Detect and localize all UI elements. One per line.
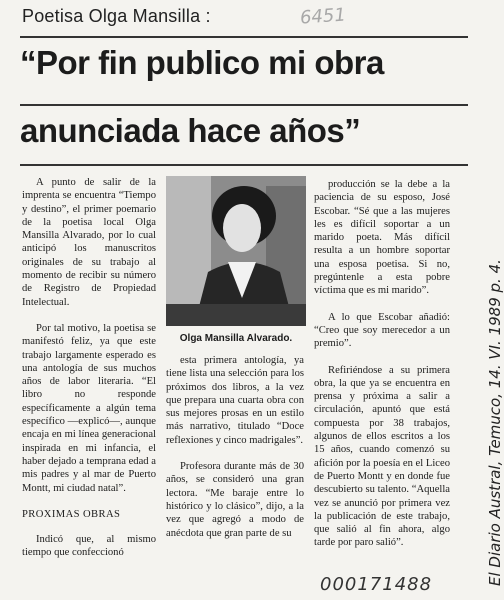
photo-caption: Olga Mansilla Alvarado. <box>179 333 293 344</box>
top-rule <box>20 36 468 38</box>
headline-line-2: anunciada hace años” <box>20 112 361 149</box>
portrait-photo <box>166 176 306 326</box>
handwritten-source-note <box>472 110 504 600</box>
article-column-1 <box>22 176 156 573</box>
paragraph: A punto de salir de la imprenta se encuentra “Tiempo y destino”, el primer poemario de la poetisa local Olga Mansilla Alvarado, por lo cual anticipó los manuscritos originales de su trabajo al momento de recibir su número de Registro de Propiedad Intelectual. <box>22 177 156 308</box>
portrait-image <box>166 176 306 326</box>
subheading: PROXIMAS OBRAS <box>22 508 121 520</box>
paragraph: producción se la debe a la paciencia de su esposo, José Escobar. “Sé que a las mujeres les es difícil soportar a un marido poeta. Más difícil resulta a un hombre soportar una esposa poetisa. Si no, pregúntenle a esta pobre víctima que es mi marido”. <box>314 179 450 297</box>
source-note-text: El Diario Austral, Temuco, 14. VI. 1989 p. 4. <box>486 259 504 586</box>
kicker: Poetisa Olga Mansilla : <box>22 6 211 26</box>
paragraph: Por tal motivo, la poetisa se manifestó feliz, ya que este trabajo largamente esperado es una antología de sus muchos años de labor literaria. “El libro no responde específicamente a algún tema específico —explicó—, aunque encaja en mi línea generacional inspirada en mi infancia, el haber dejado a temprana edad a mis padres y al mar de Puerto Montt, mi ciudad natal”. <box>22 322 156 494</box>
bottom-rule <box>20 164 468 166</box>
paragraph: Indicó que, al mismo tiempo que confeccionó <box>22 534 156 559</box>
middle-rule <box>20 104 468 106</box>
handwritten-catalog-number: 000171488 <box>320 574 433 595</box>
paragraph: esta primera antología, ya tiene lista una selección para los próximos dos libros, a la vez que prepara una cuarta obra con sus mejores prosas en un estilo más narrativo, titulado “Doce reflexiones y cinco madrigales”. <box>166 355 304 446</box>
paragraph: Profesora durante más de 30 años, se consideró una gran lectora. “Me baraje entre lo histórico y lo clásico”, dijo, a la vez que agregó a modo de anécdota que gran parte de su <box>166 461 304 539</box>
headline-line-1: “Por fin publico mi obra <box>20 44 384 81</box>
handwritten-archive-number: 6451 <box>299 4 347 29</box>
paragraph: Refiriéndose a su primera obra, la que ya se encuentra en prensa y próxima a salir a circulación, apuntó que está compuesta por 38 trabajos, algunos de ellos escritos a los 15 años, cuando comenzó su afición por la poesía en el Liceo de Puerto Montt y en donde fue descubierto su talento. “Aquella vez se anunció por primera vez la publicación de este trabajo, que salió al fin ahora, algo tarde por paro salió”. <box>314 364 450 549</box>
article-column-3 <box>314 178 450 563</box>
article-column-2 <box>166 354 304 553</box>
paragraph: A lo que Escobar añadió: “Creo que soy merecedor a un premio”. <box>314 311 450 350</box>
